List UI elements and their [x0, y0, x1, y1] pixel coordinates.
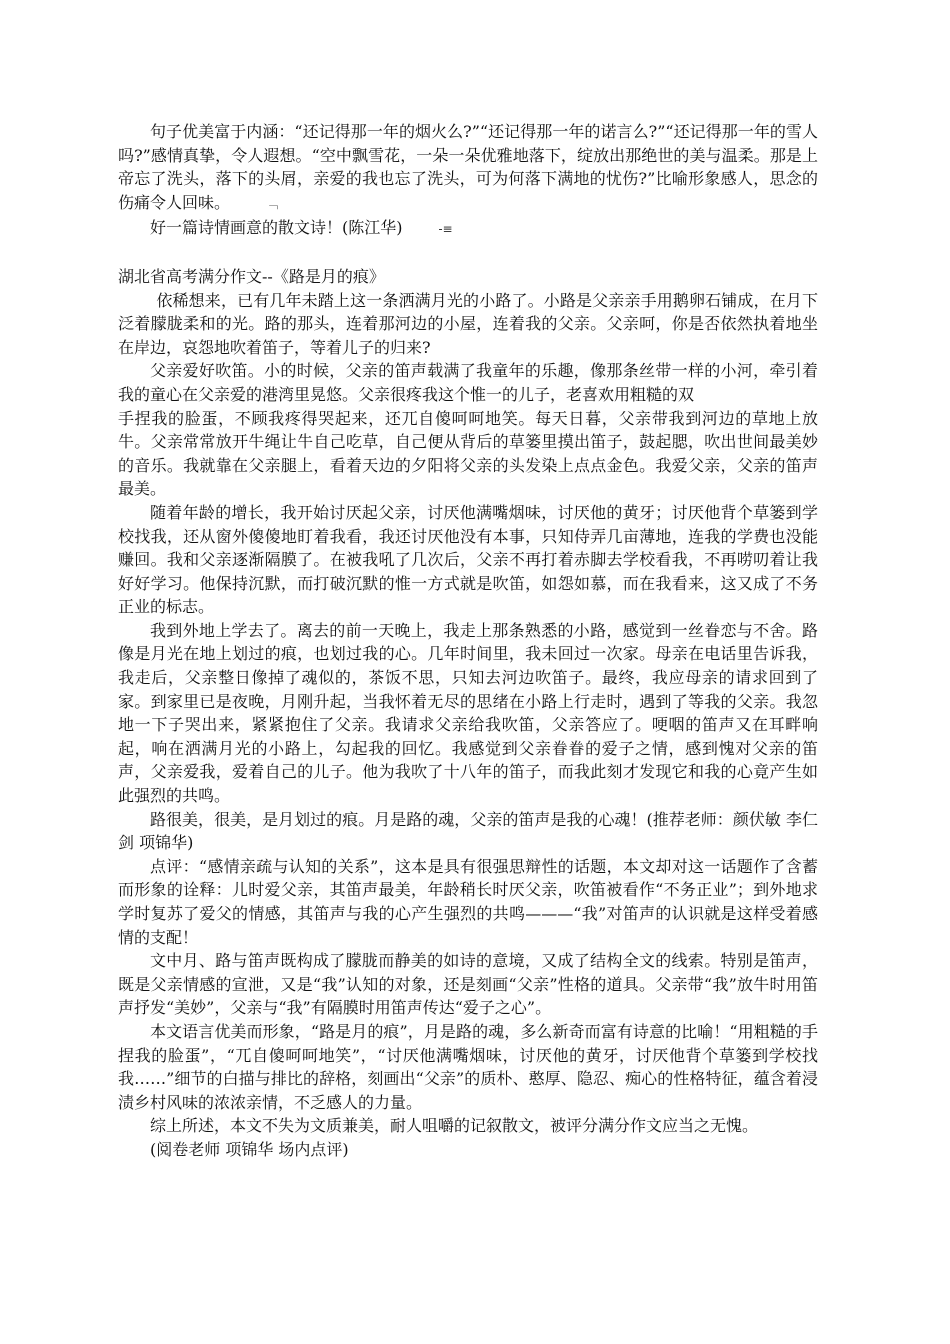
essay-paragraph: 父亲爱好吹笛。小的时候，父亲的笛声载满了我童年的乐趣，像那条丝带一样的小河，牵引着我的童心在父亲爱的港湾里晃悠。父亲很疼我这个惟一的儿子，老喜欢用粗糙的双 [118, 361, 818, 404]
essay-paragraph: 依稀想来，已有几年未踏上这一条洒满月光的小路了。小路是父亲亲手用鹅卵石铺成，在月下泛着朦胧柔和的光。路的那头，连着那河边的小屋，连着我的父亲。父亲呵，你是否依然执着地坐在岸边，哀怨地吹着笛子，等着儿子的归来? [118, 290, 818, 357]
prev-essay-paragraph: 句子优美富于内涵：“还记得那一年的烟火么?”“还记得那一年的诺言么?”“还记得那一年的雪人吗?”感情真挚，令人遐想。“空中飘雪花，一朵一朵优雅地落下，绽放出那绝世的美与温柔。那是上帝忘了洗头，落下的头屑，亲爱的我也忘了洗头，可为何落下满地的忧伤?”比喻形象感人，思念的伤痛令人回味。 ﹁ [118, 120, 818, 216]
section-gap [118, 242, 818, 265]
review-attribution: (阅卷老师 项锦华 场内点评) [150, 1139, 349, 1159]
essay-paragraph: 随着年龄的增长，我开始讨厌起父亲，讨厌他满嘴烟味，讨厌他的黄牙；讨厌他背个草篓到学校找我，还从窗外傻傻地盯着我看，我还讨厌他没有本事，只知侍弄几亩薄地，连我的学费也没能赚回。我和父亲逐渐隔膜了。在被我吼了几次后，父亲不再打着赤脚去学校看我，不再唠叨着让我好好学习。他保持沉默，而打破沉默的惟一方式就是吹笛，如怨如慕，而在我看来，这又成了不务正业的标志。 [118, 502, 818, 617]
review-paragraph: 本文语言优美而形象，“路是月的痕”，月是路的魂，多么新奇而富有诗意的比喻！“用粗糙的手捏我的脸蛋”，“兀自傻呵呵地笑”，“讨厌他满嘴烟味，讨厌他的黄牙，讨厌他背个草篓到学校找我……”细节的白描与排比的辞格，刻画出“父亲”的质朴、憨厚、隐忍、痴心的性格特征，蕴含着浸渍乡村风味的浓浓亲情，不乏感人的力量。 [118, 1021, 818, 1112]
document-page [118, 120, 818, 1162]
essay-paragraph: 我到外地上学去了。离去的前一天晚上，我走上那条熟悉的小路，感觉到一丝眷恋与不舍。路像是月光在地上划过的痕，也划过我的心。几年时间里，我未回过一次家。母亲在电话里告诉我，我走后，父亲整日像掉了魂似的，茶饭不思，只知去河边吹笛子。最终，我应母亲的请求回到了家。到家里已是夜晚，月刚升起，当我怀着无尽的思绪在小路上行走时，遇到了等我的父亲。我忽地一下子哭出来，紧紧抱住了父亲。我请求父亲给我吹笛，父亲答应了。哽咽的笛声又在耳畔响起，响在洒满月光的小路上，勾起我的回忆。我感觉到父亲眷眷的爱子之情，感到愧对父亲的笛声，父亲爱我，爱着自己的儿子。他为我吹了十八年的笛子，而我此刻才发现它和我的心竟产生如此强烈的共鸣。 [118, 620, 818, 806]
essay-paragraph: 路很美，很美，是月划过的痕。月是路的魂，父亲的笛声是我的心魂！(推荐老师：颜伏敏 李仁剑 项锦华) [118, 809, 818, 853]
margin-mark: -≡ [438, 222, 453, 237]
prev-essay-paragraph: 好一篇诗情画意的散文诗！(陈江华) -≡ [118, 216, 818, 242]
review-paragraph: 文中月、路与笛声既构成了朦胧而静美的如诗的意境，又成了结构全文的线索。特别是笛声，既是父亲情感的宣泄，又是“我”认知的对象，还是刻画“父亲”性格的道具。父亲带“我”放牛时用笛声抒发“美妙”，父亲与“我”有隔膜时用笛声传达“爱子之心”。 [118, 951, 818, 1018]
margin-mark: ﹁ [266, 196, 279, 211]
review-paragraph: 点评：“感情亲疏与认知的关系”，这本是具有很强思辩性的话题，本文却对这一话题作了含蓄而形象的诠释：儿时爱父亲，其笛声最美，年龄稍长时厌父亲，吹笛被看作“不务正业”；到外地求学时复苏了爱父的情感，其笛声与我的心产生强烈的共鸣———“我”对笛声的认识就是这样受着感情的支配！ [118, 856, 818, 947]
essay-title: 湖北省高考满分作文--《路是月的痕》 [118, 266, 385, 286]
essay-paragraph: 手捏我的脸蛋，不顾我疼得哭起来，还兀自傻呵呵地笑。每天日暮，父亲带我到河边的草地上放牛。父亲常常放开牛绳让牛自己吃草，自己便从背后的草篓里摸出笛子，鼓起腮，吹出世间最美妙的音乐。我就靠在父亲腿上，看着天边的夕阳将父亲的头发染上点点金色。我爱父亲，父亲的笛声最美。 [118, 408, 818, 499]
review-paragraph: 综上所述，本文不失为文质兼美，耐人咀嚼的记叙散文，被评分满分作文应当之无愧。 [150, 1116, 759, 1136]
